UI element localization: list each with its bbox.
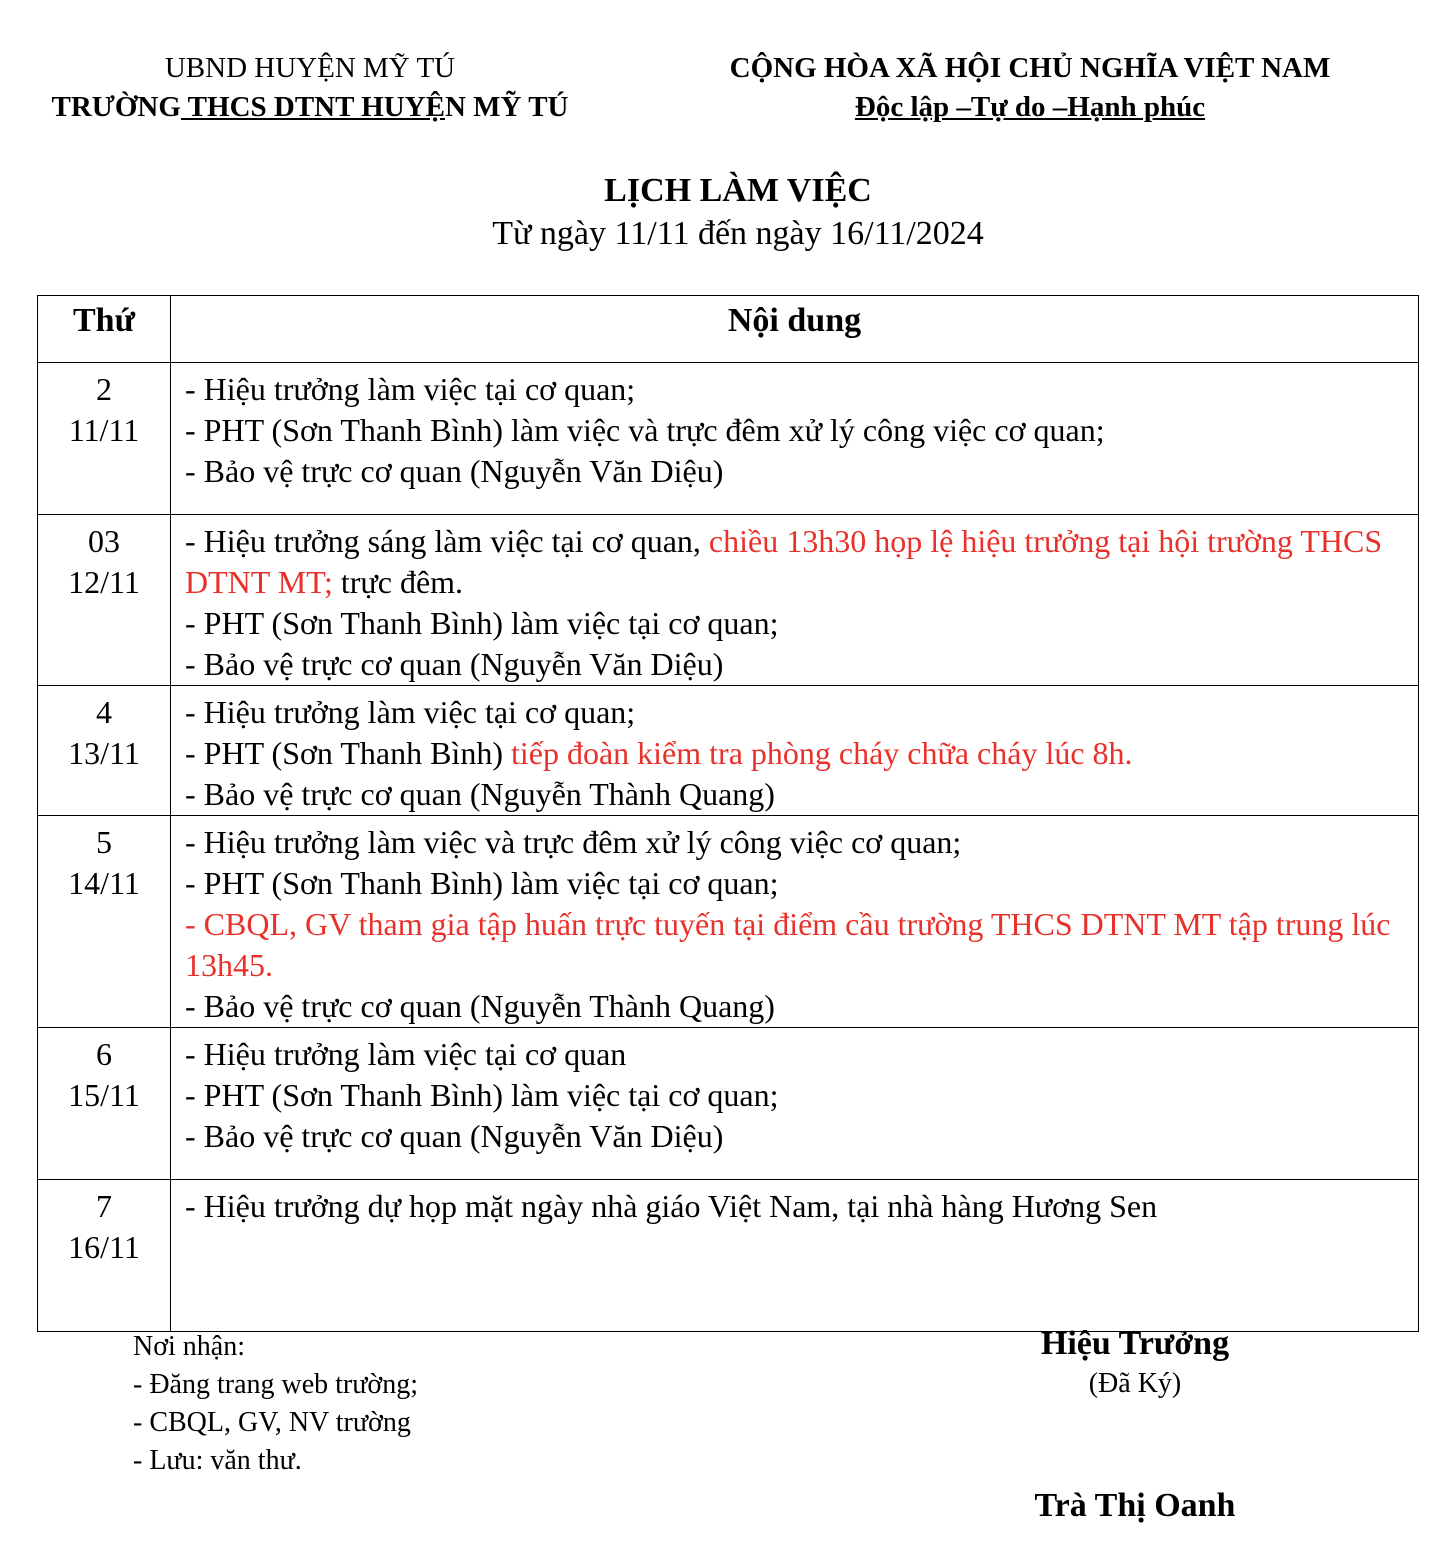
page-subtitle: Từ ngày 11/11 đến ngày 16/11/2024 [492,215,984,252]
country-name: CỘNG HÒA XÃ HỘI CHỦ NGHĨA VIỆT NAM [729,52,1331,84]
content-line [185,733,1404,774]
day-cell [38,816,171,1028]
date: 16/11 [68,1229,140,1265]
content-text: - Hiệu trưởng sáng làm việc tại cơ quan, [185,523,709,559]
table-row [38,1180,1419,1332]
day-cell [38,686,171,816]
highlight-text: chiều 13h30 họp lệ hiệu trưởng tại hội trường THCS DTNT MT; [185,523,1383,600]
content-line: - Hiệu trưởng dự họp mặt ngày nhà giáo Việt Nam, tại nhà hàng Hương Sen [185,1188,1158,1224]
header-left [40,50,580,128]
content-line: - Bảo vệ trực cơ quan (Nguyễn Thành Quang) [185,776,775,812]
school-name-underlined: THCS DTNT HUYỆ [180,91,445,123]
signer-name: Trà Thị Oanh [1034,1487,1236,1524]
weekday: 7 [96,1188,112,1224]
date: 14/11 [68,865,140,901]
content-line: - Bảo vệ trực cơ quan (Nguyễn Văn Diệu) [185,646,724,682]
content-line: - Bảo vệ trực cơ quan (Nguyễn Thành Quang) [185,988,775,1024]
content-line: - PHT (Sơn Thanh Bình) làm việc tại cơ quan; [185,605,779,641]
weekday: 5 [96,824,112,860]
header-right [680,50,1380,128]
content-line: - Bảo vệ trực cơ quan (Nguyễn Văn Diệu) [185,1118,724,1154]
recipients-block [133,1328,418,1480]
motto-text: Độc lập –Tự do –Hạnh phúc [854,91,1206,123]
table-row [38,363,1419,515]
content-line: - Hiệu trưởng làm việc tại cơ quan [185,1036,627,1072]
content-cell [171,515,1419,686]
content-cell [171,1180,1419,1332]
table-row [38,816,1419,1028]
weekday: 6 [96,1036,112,1072]
page-title: LỊCH LÀM VIỆC [604,172,872,209]
table-header-row [38,296,1419,363]
school-name-suffix: N MỸ TÚ [444,91,569,123]
content-cell [171,1028,1419,1180]
content-cell [171,363,1419,515]
date: 12/11 [68,564,140,600]
district-name: UBND HUYỆN MỸ TÚ [164,52,456,84]
content-line: - Hiệu trưởng làm việc và trực đêm xử lý công việc cơ quan; [185,824,962,860]
recipient-item: - Đăng trang web trường; [133,1369,419,1400]
weekday: 4 [96,694,112,730]
content-line: - Hiệu trưởng làm việc tại cơ quan; [185,694,636,730]
recipient-item: - Lưu: văn thư. [133,1445,302,1476]
content-line: - PHT (Sơn Thanh Bình) làm việc và trực đêm xử lý công việc cơ quan; [185,412,1105,448]
content-line: - PHT (Sơn Thanh Bình) làm việc tại cơ quan; [185,865,779,901]
content-cell [171,686,1419,816]
date: 13/11 [68,735,140,771]
weekday: 2 [96,371,112,407]
content-cell [171,816,1419,1028]
content-line: - Hiệu trưởng làm việc tại cơ quan; [185,371,636,407]
schedule-table [37,295,1419,1332]
content-line: - PHT (Sơn Thanh Bình) làm việc tại cơ quan; [185,1077,779,1113]
content-line: - Bảo vệ trực cơ quan (Nguyễn Văn Diệu) [185,453,724,489]
day-cell [38,363,171,515]
column-header-content: Nội dung [171,296,1419,363]
date: 15/11 [68,1077,140,1113]
school-name [40,86,580,128]
recipients-label: Nơi nhận: [133,1331,246,1362]
motto [680,86,1380,128]
column-header-day: Thứ [38,296,171,363]
recipient-item: - CBQL, GV, NV trường [133,1407,411,1438]
table-row [38,686,1419,816]
highlight-text: tiếp đoàn kiểm tra phòng cháy chữa cháy lúc 8h. [510,735,1133,771]
content-text: trực đêm. [332,564,464,600]
day-cell [38,1028,171,1180]
signature-block [990,1322,1280,1528]
content-line [185,521,1404,603]
day-cell [38,515,171,686]
table-row [38,1028,1419,1180]
highlight-line: - CBQL, GV tham gia tập huấn trực tuyến tại điểm cầu trường THCS DTNT MT tập trung lúc 13h45. [185,906,1391,983]
table-row [38,515,1419,686]
school-name-prefix: TRƯỜNG [51,91,181,123]
date: 11/11 [68,412,140,448]
signer-title: Hiệu Trưởng [1040,1325,1230,1362]
title-block [0,168,1456,254]
day-cell [38,1180,171,1332]
weekday: 03 [88,523,120,559]
signed-note: (Đã Ký) [1088,1368,1182,1399]
content-text: - PHT (Sơn Thanh Bình) [185,735,511,771]
